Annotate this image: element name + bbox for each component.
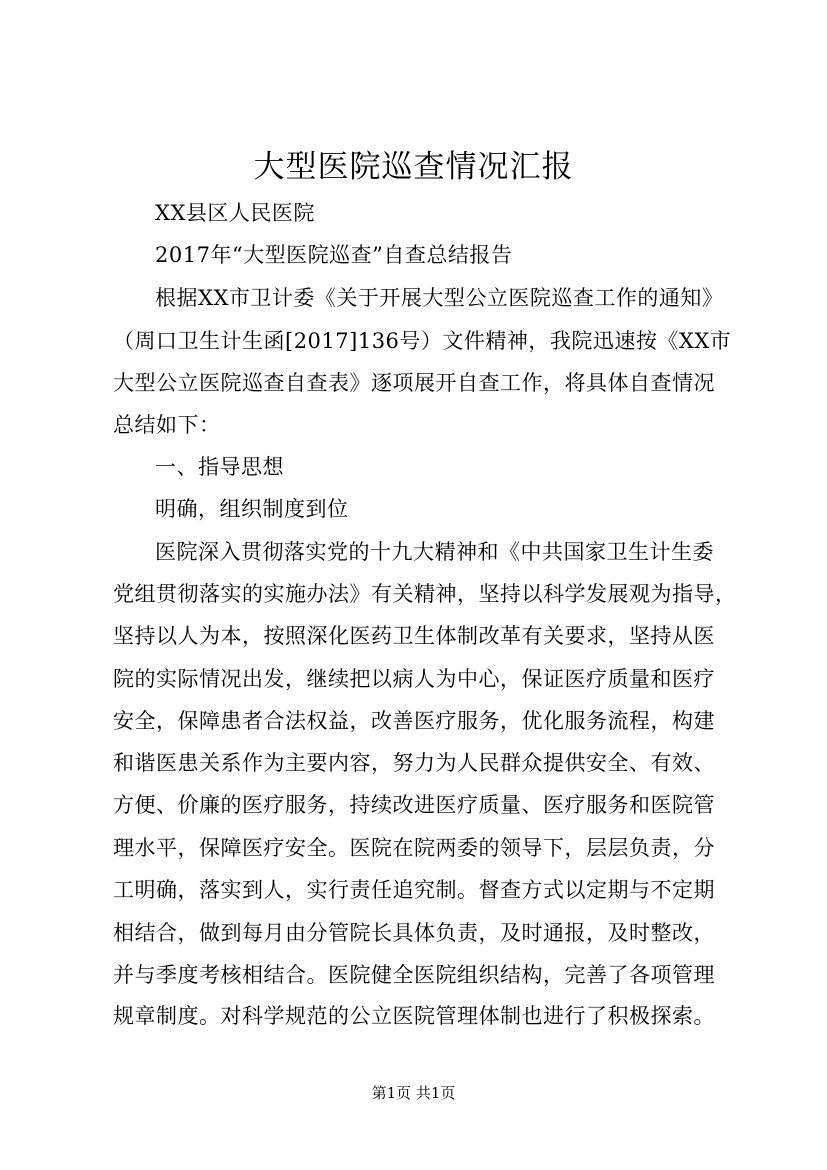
paragraph-line: 院的实际情况出发，继续把以病人为中心，保证医疗质量和医疗 <box>113 667 715 691</box>
paragraph-line: 党组贯彻落实的实施办法》有关精神，坚持以科学发展观为指导， <box>113 582 737 606</box>
paragraph-line: 工明确，落实到人，实行责任追究制。督查方式以定期与不定期 <box>113 878 715 902</box>
report-subtitle: 2017年“大型医院巡查”自查总结报告 <box>155 243 513 267</box>
section-heading: 一、指导思想 <box>155 455 284 479</box>
paragraph-line: 并与季度考核相结合。医院健全医院组织结构，完善了各项管理 <box>113 963 715 987</box>
paragraph-line: 和谐医患关系作为主要内容，努力为人民群众提供安全、有效、 <box>113 751 715 775</box>
paragraph-line: 相结合，做到每月由分管院长具体负责，及时通报，及时整改， <box>113 921 715 945</box>
paragraph-line: 坚持以人为本，按照深化医药卫生体制改革有关要求，坚持从医 <box>113 624 715 648</box>
paragraph-line: 医院深入贯彻落实党的十九大精神和《中共国家卫生计生委 <box>155 540 714 564</box>
paragraph-line: 安全，保障患者合法权益，改善医疗服务，优化服务流程，构建 <box>113 709 715 733</box>
paragraph-line: 总结如下： <box>113 413 221 437</box>
page-number-footer: 第1页 共1页 <box>371 1084 456 1102</box>
document-title: 大型医院巡查情况汇报 <box>253 149 574 185</box>
paragraph-line: 规章制度。对科学规范的公立医院管理体制也进行了积极探索。 <box>113 1004 715 1028</box>
paragraph-line: （周口卫生计生函[2017]136号）文件精神，我院迅速按《XX市 <box>113 329 732 353</box>
paragraph-line: 根据XX市卫计委《关于开展大型公立医院巡查工作的通知》 <box>155 286 724 310</box>
hospital-name: XX县区人民医院 <box>155 201 315 225</box>
subsection-heading: 明确，组织制度到位 <box>155 497 349 521</box>
paragraph-line: 方便、价廉的医疗服务，持续改进医疗质量、医疗服务和医院管 <box>113 793 715 817</box>
paragraph-line: 大型公立医院巡查自查表》逐项展开自查工作，将具体自查情况 <box>113 371 715 395</box>
paragraph-line: 理水平，保障医疗安全。医院在院两委的领导下，层层负责，分 <box>113 836 715 860</box>
